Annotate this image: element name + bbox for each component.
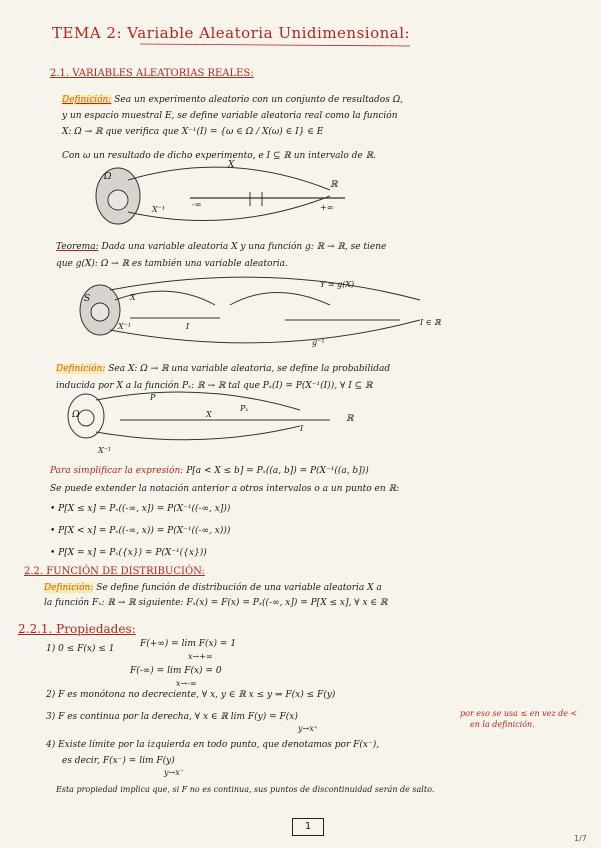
section-heading-2-2: 2.2. FUNCIÓN DE DISTRIBUCIÓN: <box>24 566 205 577</box>
p-label: P <box>150 393 156 402</box>
property-4-sub: y→x⁻ <box>164 768 184 777</box>
bullet-lt: • P[X < x] = Pₓ((-∞, x)) = P(X⁻¹((-∞, x))) <box>50 526 231 536</box>
minus-inf-label: -∞ <box>192 200 202 209</box>
interval-label: I <box>186 322 190 331</box>
definition-text-1: Sea un experimento aleatorio con un conjunto de resultados Ω, <box>114 95 404 105</box>
section-heading-2-2-1: 2.2.1. Propiedades: <box>18 622 136 636</box>
x-map-label: X <box>130 293 136 302</box>
property-3-sub: y→x⁺ <box>298 724 318 733</box>
property-1-limit-plus: F(+∞) = lim F(x) = 1 <box>140 639 237 649</box>
definition2-label: Definición: <box>56 364 106 374</box>
definition-line-3: X: Ω → ℝ que verifica que X⁻¹(I) = {ω ∈ Ω / X(ω) ∈ I} ∈ E <box>62 127 324 137</box>
omega-label: Ω <box>104 172 112 182</box>
x-arrow-label: X <box>228 160 235 170</box>
property-1: 1) 0 ≤ F(x) ≤ 1 <box>46 644 115 654</box>
plus-inf-label: +∞ <box>320 203 334 212</box>
distribution-def-line-2: la función Fₓ: ℝ → ℝ siguiente: Fₓ(x) = F(x) = Pₓ((-∞, x]) = P[X ≤ x], ∀ x ∈ ℝ <box>44 598 388 608</box>
ginv-label: g⁻¹ <box>312 338 325 347</box>
r-label: ℝ <box>330 180 338 190</box>
simplify-label: Para simplificar la expresión: <box>50 466 184 476</box>
simplify-extension: Se puede extender la notación anterior a otros intervalos o a un punto en ℝ: <box>50 484 400 494</box>
property-3: 3) F es continua por la derecha, ∀ x ∈ ℝ lim F(y) = F(x) <box>46 712 298 722</box>
simplify-equation: P[a < X ≤ b] = Pₓ((a, b]) = P(X⁻¹((a, b])) <box>186 466 369 476</box>
i3-label: I <box>300 424 304 433</box>
property-3-note-1: por eso se usa ≤ en vez de < <box>460 709 578 718</box>
r3-label: ℝ <box>346 414 354 424</box>
omega3-label: Ω <box>72 410 80 420</box>
theorem-text-1: Dada una variable aleatoria X y una función g: ℝ → ℝ, se tiene <box>101 242 387 252</box>
property-3-note-2: en la definición. <box>470 720 535 729</box>
property-1-limit-plus-sub: x→+∞ <box>188 652 213 661</box>
theorem-line-2: que g(X): Ω → ℝ es también una variable aleatoria. <box>56 259 288 269</box>
footnote: Esta propiedad implica que, si F no es continua, sus puntos de discontinuidad serán de salto. <box>56 785 435 794</box>
distribution-def-label: Definición: <box>44 583 94 593</box>
definition2-text-1: Sea X: Ω → ℝ una variable aleatoria, se define la probabilidad <box>108 364 391 374</box>
bullet-leq: • P[X ≤ x] = Pₓ((-∞, x]) = P(X⁻¹((-∞, x])) <box>50 504 231 514</box>
property-1-limit-minus-sub: x→-∞ <box>176 679 197 688</box>
property-1-limit-minus: F(-∞) = lim F(x) = 0 <box>130 666 222 676</box>
gx-label: Y = g(X) <box>320 280 355 289</box>
definition2-line-2: inducida por X a la función Pₓ: ℝ → ℝ tal que Pₓ(I) = P(X⁻¹(I)), ∀ I ⊆ ℝ <box>56 381 373 391</box>
section-heading-2-1: 2.1. VARIABLES ALEATORIAS REALES: <box>50 68 254 79</box>
property-4: 4) Existe límite por la izquierda en todo punto, que denotamos por F(x⁻), <box>46 740 380 750</box>
distribution-def-line-1 <box>44 583 382 593</box>
theorem-label: Teorema: <box>56 242 99 252</box>
px-label: Pₓ <box>240 404 249 413</box>
definition-line-4: Con ω un resultado de dicho experimento, e I ⊆ ℝ un intervalo de ℝ. <box>62 151 376 161</box>
corner-mark: 1/7 <box>574 834 587 843</box>
bullet-eq: • P[X = x] = Pₓ({x}) = P(X⁻¹({x})) <box>50 548 207 558</box>
xinv-arrow-label: X⁻¹ <box>152 205 166 214</box>
property-2: 2) F es monótona no decreciente, ∀ x, y ∈ ℝ x ≤ y ⇒ F(x) ≤ F(y) <box>46 690 336 700</box>
distribution-def-text-1: Se define función de distribución de una variable aleatoria X a <box>96 583 382 593</box>
s-label: S <box>84 294 91 304</box>
page-number: 1 <box>292 818 324 836</box>
simplify-line <box>50 466 369 476</box>
xinv3-label: X⁻¹ <box>98 446 112 455</box>
definition-label: Definición: <box>62 95 112 105</box>
property-4-detail: es decir, F(x⁻) = lim F(y) <box>62 756 175 766</box>
x3-label: X <box>206 410 212 419</box>
interval-r-label: I ∈ ℝ <box>420 318 441 327</box>
xinv-map-label: X⁻¹ <box>118 322 132 331</box>
definition-line-2: y un espacio muestral E, se define variable aleatoria real como la función <box>62 111 398 121</box>
page-title: TEMA 2: Variable Aleatoria Unidimensional: <box>52 24 411 42</box>
